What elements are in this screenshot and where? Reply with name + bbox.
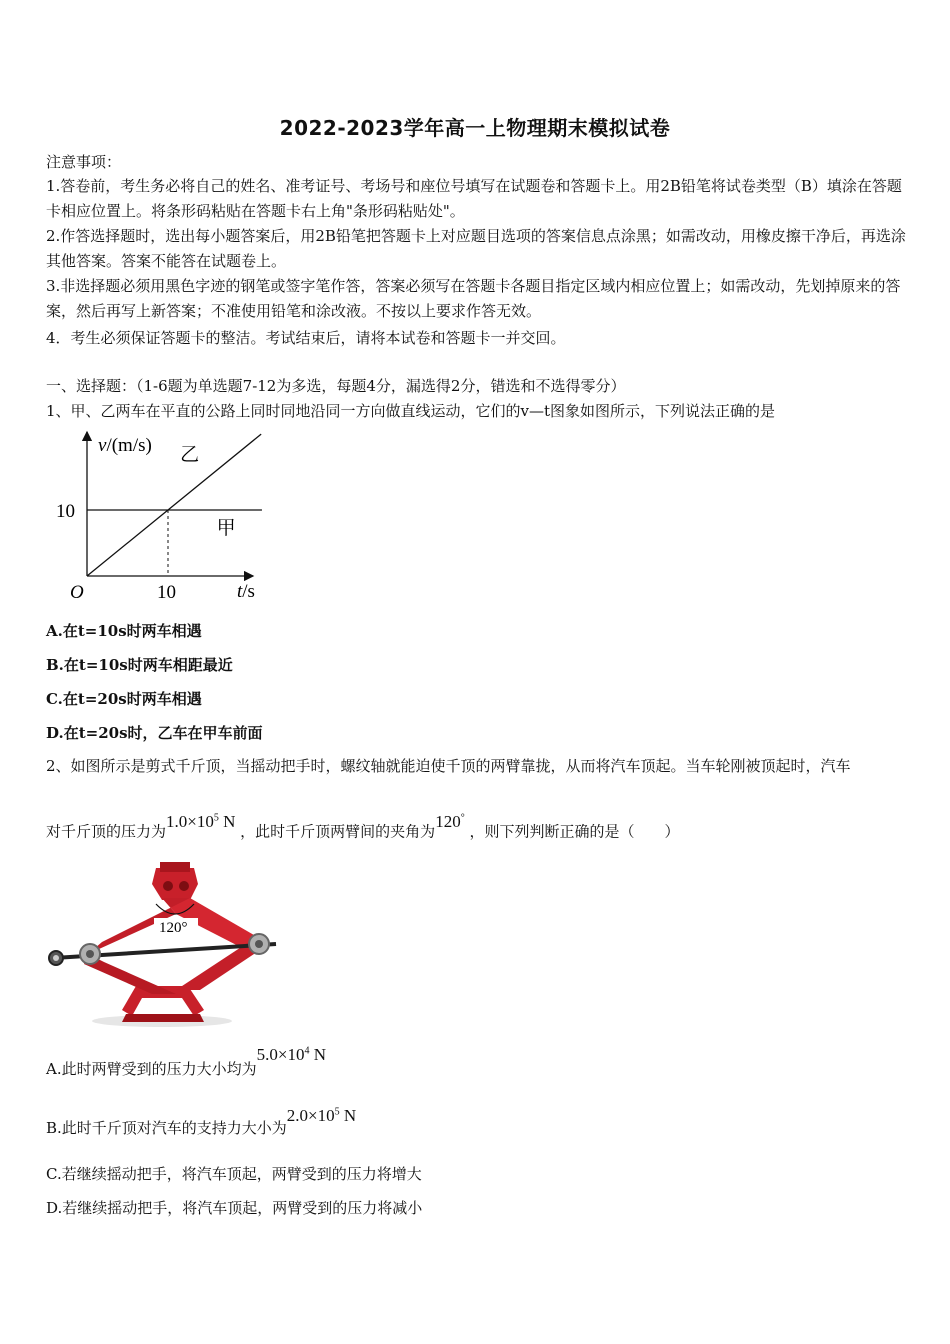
notice-item-1: 1.答卷前，考生务必将自己的姓名、准考证号、考场号和座位号填写在试题卷和答题卡上。用2B铅笔将试卷类型（B）填涂在答题卡相应位置上。将条形码粘贴在答题卡右上角"条形码粘贴处"。 [46, 177, 902, 220]
angle-formula: 120° [435, 811, 465, 831]
vt-chart [50, 428, 280, 608]
question-2-stem-line1: 2、如图所示是剪式千斤顶，当摇动把手时，螺纹轴就能迫使千顶的两臂靠拢，从而将汽车顶起。当车轮刚被顶起时，汽车 [46, 757, 851, 775]
y-axis-label: v/(m/s) [98, 435, 152, 456]
notice-item-2: 2.作答选择题时，选出每小题答案后，用2B铅笔把答题卡上对应题目选项的答案信息点涂黑；如需改动，用橡皮擦干净后，再选涂其他答案。答案不能答在试题卷上。 [46, 227, 906, 270]
q2-option-c: C.若继续摇动把手，将汽车顶起，两臂受到的压力将增大 [46, 1165, 422, 1183]
q2-option-a: A.此时两臂受到的压力大小均为$5.0\times 10^4$ N [46, 1045, 326, 1078]
force-formula: $1.0\times 10^5$ N [166, 811, 236, 831]
notice-heading: 注意事项： [46, 153, 122, 171]
scissor-jack-image [44, 858, 279, 1030]
q1-option-a: A.在t=10s时两车相遇 [46, 622, 202, 640]
q2-option-b: B.此时千斤顶对汽车的支持力大小为$2.0\times 10^5$ N [46, 1106, 357, 1137]
page-title: 2022-2023学年高一上物理期末模拟试卷 [279, 116, 671, 140]
series-label-2: 乙 [180, 444, 200, 466]
x-axis-label: t/s [237, 581, 255, 602]
q1-option-c: C.在t=20s时两车相遇 [46, 690, 202, 708]
q1-option-b: B.在t=10s时两车相距最近 [46, 656, 233, 674]
origin-label: O [70, 582, 84, 603]
series-label-1: 甲 [216, 518, 236, 539]
q1-option-d: D.在t=20s时，乙车在甲车前面 [46, 724, 263, 742]
notice-item-4: 4．考生必须保证答题卡的整洁。考试结束后，请将本试卷和答题卡一并交回。 [46, 329, 566, 347]
y-tick-label-1: 10 [56, 501, 75, 522]
section-heading: 一、选择题：（1-6题为单选题7-12为多选，每题4分，漏选得2分，错选和不选得零分） [46, 377, 626, 395]
angle-label: 120° [159, 920, 188, 936]
question-1-stem: 1、甲、乙两车在平直的公路上同时同地沿同一方向做直线运动，它们的v—t图象如图所示，下列说法正确的是 [46, 402, 776, 420]
notice-item-3: 3.非选择题必须用黑色字迹的钢笔或签字笔作答，答案必须写在答题卡各题目指定区域内相应位置上；如需改动，先划掉原来的答案，然后再写上新答案；不准使用铅笔和涂改液。不按以上要求作答无效。 [46, 277, 901, 320]
q2-option-d: D.若继续摇动把手，将汽车顶起，两臂受到的压力将减小 [46, 1199, 423, 1217]
question-2-stem-line2: 对千斤顶的压力为$1.0\times 10^5$ N ，此时千斤顶两臂间的夹角为120° ，则下列判断正确的是（ ） [46, 811, 680, 841]
x-tick-label-1: 10 [157, 582, 176, 603]
